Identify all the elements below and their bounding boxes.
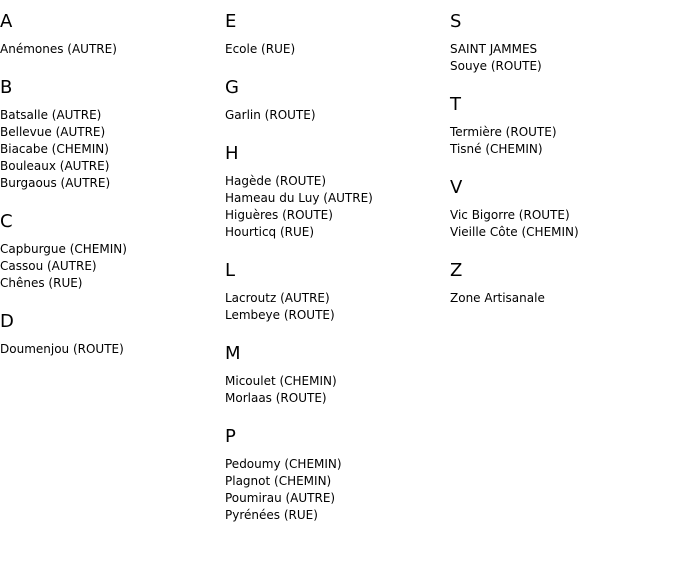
street-link[interactable]: Lacroutz (AUTRE) <box>225 291 330 305</box>
letter-heading: C <box>0 211 13 232</box>
street-link[interactable]: Micoulet (CHEMIN) <box>225 374 337 388</box>
street-index-column-1 <box>0 0 220 358</box>
street-index-column-2 <box>225 0 445 524</box>
street-link[interactable]: Garlin (ROUTE) <box>225 108 316 122</box>
letter-group-g <box>225 77 445 124</box>
letter-heading: D <box>0 311 14 332</box>
street-list <box>0 107 220 192</box>
letter-heading: V <box>450 177 463 198</box>
street-link[interactable]: Lembeye (ROUTE) <box>225 308 335 322</box>
street-link[interactable]: Pedoumy (CHEMIN) <box>225 457 342 471</box>
letter-heading: B <box>0 77 13 98</box>
letter-group-t <box>450 94 670 158</box>
street-link[interactable]: Pyrénées (RUE) <box>225 508 318 522</box>
street-list <box>225 373 445 407</box>
letter-group-d <box>0 311 220 358</box>
street-link[interactable]: Poumirau (AUTRE) <box>225 491 336 505</box>
letter-group-v <box>450 177 670 241</box>
street-list <box>225 41 445 58</box>
street-link[interactable]: Ecole (RUE) <box>225 42 296 56</box>
letter-group-l <box>225 260 445 324</box>
street-link[interactable]: Burgaous (AUTRE) <box>0 176 111 190</box>
street-link[interactable]: Zone Artisanale <box>450 291 545 305</box>
letter-heading: G <box>225 77 239 98</box>
street-list <box>0 41 220 58</box>
street-link[interactable]: Souye (ROUTE) <box>450 59 542 73</box>
street-list <box>450 41 670 75</box>
street-link[interactable]: Biacabe (CHEMIN) <box>0 142 109 156</box>
street-link[interactable]: Hameau du Luy (AUTRE) <box>225 191 373 205</box>
street-link[interactable]: Doumenjou (ROUTE) <box>0 342 124 356</box>
street-link[interactable]: Hagède (ROUTE) <box>225 174 327 188</box>
letter-group-z <box>450 260 670 307</box>
street-list <box>450 124 670 158</box>
letter-heading: E <box>225 11 237 32</box>
letter-group-c <box>0 211 220 292</box>
street-link[interactable]: Tisné (CHEMIN) <box>450 142 543 156</box>
street-list <box>225 107 445 124</box>
street-list <box>0 241 220 292</box>
letter-heading: A <box>0 11 13 32</box>
letter-heading: S <box>450 11 462 32</box>
letter-group-h <box>225 143 445 241</box>
letter-heading: L <box>225 260 236 281</box>
street-link[interactable]: Hourticq (RUE) <box>225 225 315 239</box>
street-list <box>225 456 445 524</box>
street-link[interactable]: Termière (ROUTE) <box>450 125 557 139</box>
street-link[interactable]: Chênes (RUE) <box>0 276 83 290</box>
letter-heading: H <box>225 143 239 164</box>
street-link[interactable]: Cassou (AUTRE) <box>0 259 97 273</box>
street-link[interactable]: Plagnot (CHEMIN) <box>225 474 332 488</box>
street-link[interactable]: Bellevue (AUTRE) <box>0 125 106 139</box>
street-link[interactable]: SAINT JAMMES <box>450 42 538 56</box>
letter-heading: M <box>225 343 241 364</box>
letter-group-b <box>0 77 220 192</box>
street-link[interactable]: Vieille Côte (CHEMIN) <box>450 225 579 239</box>
street-link[interactable]: Vic Bigorre (ROUTE) <box>450 208 570 222</box>
street-list <box>0 341 220 358</box>
street-list <box>450 207 670 241</box>
street-link[interactable]: Capburgue (CHEMIN) <box>0 242 127 256</box>
street-link[interactable]: Anémones (AUTRE) <box>0 42 117 56</box>
street-list <box>225 173 445 241</box>
letter-group-p <box>225 426 445 524</box>
letter-group-m <box>225 343 445 407</box>
letter-heading: T <box>450 94 461 115</box>
street-list <box>450 290 670 307</box>
street-index-column-3 <box>450 0 670 307</box>
street-link[interactable]: Higuères (ROUTE) <box>225 208 333 222</box>
letter-heading: Z <box>450 260 463 281</box>
street-list <box>225 290 445 324</box>
letter-group-a <box>0 11 220 58</box>
letter-heading: P <box>225 426 236 447</box>
street-link[interactable]: Morlaas (ROUTE) <box>225 391 327 405</box>
letter-group-e <box>225 11 445 58</box>
street-link[interactable]: Batsalle (AUTRE) <box>0 108 102 122</box>
letter-group-s <box>450 11 670 75</box>
street-link[interactable]: Bouleaux (AUTRE) <box>0 159 110 173</box>
